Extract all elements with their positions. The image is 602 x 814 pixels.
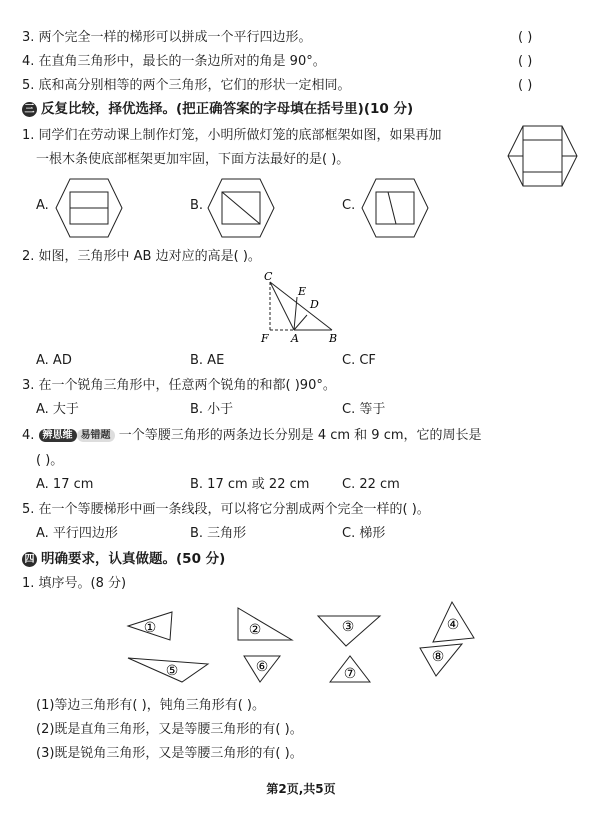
section-3-title: 反复比较，择优选择。(把正确答案的字母填在括号里)(10 分)	[41, 101, 414, 117]
answer-paren-5[interactable]: ( )	[518, 78, 533, 93]
triangle-8-label: ⑧	[431, 649, 445, 665]
thinking-badge: 辨思维	[39, 429, 77, 442]
lantern-frame-figure	[505, 122, 580, 190]
answer-paren-4[interactable]: ( )	[518, 54, 533, 69]
s3-q1-line2: 一根木条使底部框架更加牢固，下面方法最好的是( )。	[36, 152, 350, 167]
fig-label-e: E	[298, 285, 307, 298]
tf-question-4: 4. 在直角三角形中，最长的一条边所对的角是 90°。	[22, 54, 326, 69]
page-footer: 第2页,共5页	[266, 782, 336, 796]
s3-q4-option-a[interactable]: A. 17 cm	[36, 477, 94, 492]
s3-q5-option-b[interactable]: B. 三角形	[190, 526, 247, 541]
s3-q2: 2. 如图，三角形中 AB 边对应的高是( )。	[22, 249, 261, 264]
section-3-heading	[22, 100, 413, 118]
triangle-1-label: ①	[143, 620, 157, 636]
triangle-7-label: ⑦	[343, 666, 357, 682]
s3-q3-option-c[interactable]: C. 等于	[342, 402, 386, 417]
triangle-2-label: ②	[248, 622, 262, 638]
s3-q4-line1	[22, 428, 482, 444]
s3-q4-option-b[interactable]: B. 17 cm 或 22 cm	[190, 477, 310, 492]
option-b-frame	[206, 176, 276, 240]
section-3-number: 三	[22, 102, 37, 117]
answer-paren-3[interactable]: ( )	[518, 30, 533, 45]
error-prone-badge: 易错题	[77, 429, 115, 442]
s3-q3: 3. 在一个锐角三角形中，任意两个锐角的和都( )90°。	[22, 378, 336, 393]
option-c-frame	[360, 176, 430, 240]
triangle-5-label: ⑤	[165, 663, 179, 679]
section-4-title: 明确要求，认真做题。(50 分)	[41, 551, 226, 567]
s3-q5-option-a[interactable]: A. 平行四边形	[36, 526, 118, 541]
s3-q4-line2: ( )。	[36, 453, 64, 468]
s4-sub2: (2)既是直角三角形，又是等腰三角形的有( )。	[36, 722, 303, 737]
triangles-figure	[120, 598, 480, 690]
option-a-frame	[54, 176, 124, 240]
triangle-6-label: ⑥	[255, 659, 269, 675]
s3-q1-option-c[interactable]: C.	[342, 198, 356, 213]
s4-sub1: (1)等边三角形有( )，钝角三角形有( )。	[36, 698, 265, 713]
s4-q1: 1. 填序号。(8 分)	[22, 576, 127, 591]
s3-q2-option-a[interactable]: A. AD	[36, 353, 72, 368]
fig-label-d: D	[310, 298, 319, 311]
s3-q5: 5. 在一个等腰梯形中画一条线段，可以将它分割成两个完全一样的( )。	[22, 502, 430, 517]
fig-label-c: C	[264, 270, 273, 283]
s3-q4-text: 一个等腰三角形的两条边长分别是 4 cm 和 9 cm，它的周长是	[118, 428, 482, 443]
s3-q4-option-c[interactable]: C. 22 cm	[342, 477, 400, 492]
tf-question-3: 3. 两个完全一样的梯形可以拼成一个平行四边形。	[22, 30, 312, 45]
s3-q3-option-a[interactable]: A. 大于	[36, 402, 79, 417]
section-4-heading	[22, 550, 225, 568]
fig-label-f: F	[261, 332, 269, 345]
s3-q1-line1: 1. 同学们在劳动课上制作灯笼，小明所做灯笼的底部框架如图，如果再加	[22, 128, 442, 143]
s4-sub3: (3)既是锐角三角形，又是等腰三角形的有( )。	[36, 746, 303, 761]
s3-q1-option-a[interactable]: A.	[36, 198, 49, 213]
tf-question-5: 5. 底和高分别相等的两个三角形，它们的形状一定相同。	[22, 78, 351, 93]
s3-q3-option-b[interactable]: B. 小于	[190, 402, 234, 417]
s3-q1-option-b[interactable]: B.	[190, 198, 204, 213]
s3-q2-option-c[interactable]: C. CF	[342, 353, 376, 368]
triangle-2	[238, 608, 292, 640]
triangle-4-label: ④	[446, 617, 460, 633]
section-4-number: 四	[22, 552, 37, 567]
s3-q2-option-b[interactable]: B. AE	[190, 353, 225, 368]
fig-label-a: A	[291, 332, 299, 345]
triangle-3-label: ③	[341, 619, 355, 635]
s3-q5-option-c[interactable]: C. 梯形	[342, 526, 386, 541]
triangle-height-figure	[255, 268, 345, 348]
fig-label-b: B	[329, 332, 338, 345]
s3-q4-number: 4.	[22, 428, 35, 443]
